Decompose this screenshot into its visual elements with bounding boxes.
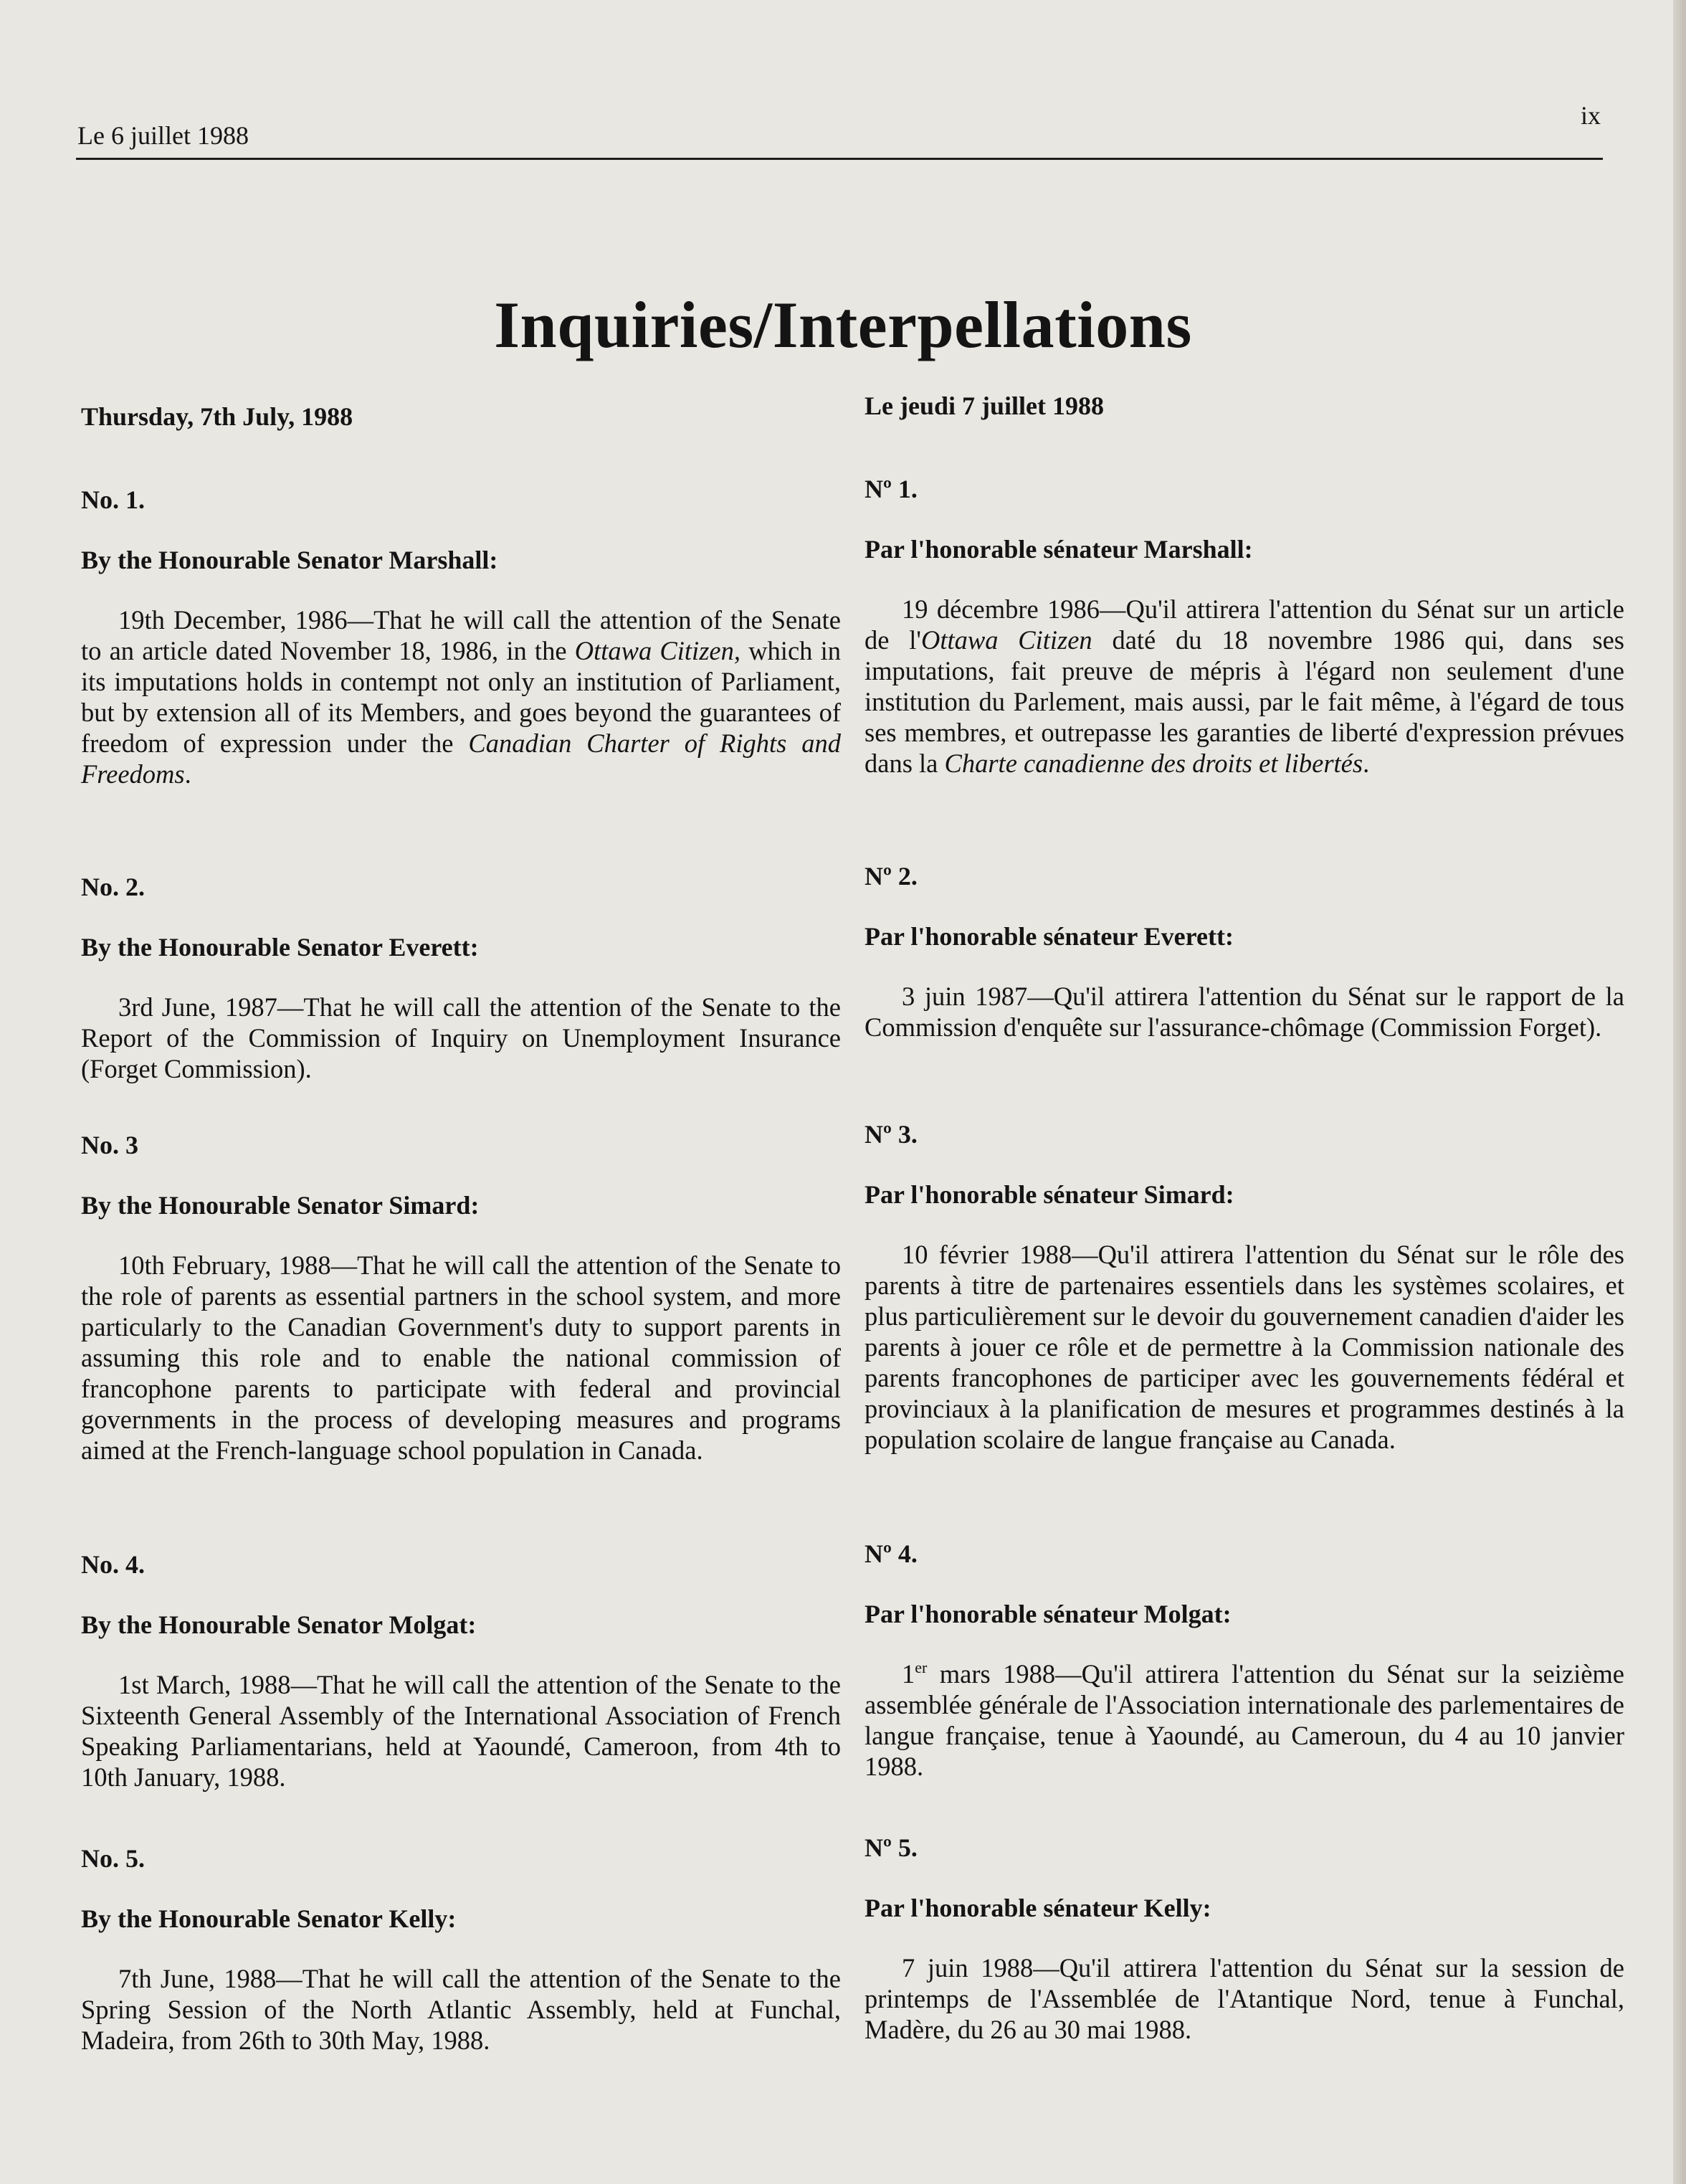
french-column bbox=[865, 391, 1624, 2044]
inquiry-item bbox=[81, 1843, 841, 2056]
inquiry-senator: By the Honourable Senator Simard: bbox=[81, 1191, 480, 1220]
inquiry-number: Nº 1. bbox=[865, 475, 918, 503]
inquiry-text: 1er mars 1988—Qu'il attirera l'attention du Sénat sur la seizième assemblée générale de l'Association internationale des parlementaires de langue française, tenue à Yaoundé, au Cameroun, du 4 au 10 janvier 1988. bbox=[865, 1658, 1624, 1781]
inquiry-senator: Par l'honorable sénateur Marshall: bbox=[865, 535, 1253, 564]
inquiry-senator: Par l'honorable sénateur Kelly: bbox=[865, 1894, 1211, 1922]
inquiry-number: No. 4. bbox=[81, 1550, 145, 1579]
inquiry-text: 7 juin 1988—Qu'il attirera l'attention du Sénat sur la session de printemps de l'Assemblée de l'Atantique Nord, tenue à Funchal, Madère, du 26 au 30 mai 1988. bbox=[865, 1953, 1624, 2044]
inquiry-item bbox=[81, 1129, 841, 1466]
inquiry-number: No. 1. bbox=[81, 485, 145, 514]
page-title: Inquiries/Interpellations bbox=[494, 288, 1192, 361]
inquiry-number: Nº 5. bbox=[865, 1833, 918, 1862]
inquiry-senator: By the Honourable Senator Marshall: bbox=[81, 546, 498, 574]
sitting-date: Thursday, 7th July, 1988 bbox=[81, 402, 353, 431]
inquiry-senator: Par l'honorable sénateur Simard: bbox=[865, 1180, 1234, 1209]
inquiry-text: 1st March, 1988—That he will call the attention of the Senate to the Sixteenth General Assembly of the International Association of French Speaking Parliamentarians, held at Yaoundé, Cameroon, from 4th to 10th January, 1988. bbox=[81, 1670, 841, 1792]
inquiry-senator: By the Honourable Senator Everett: bbox=[81, 933, 479, 962]
inquiry-text: 19th December, 1986—That he will call the attention of the Senate to an article dated November 18, 1986, in the Ottawa Citizen, which in its imputations holds in contempt not only an institution of Parliament, but by extension all of its Members, and goes beyond the guarantees of freedom of expression under the Canadian Charter of Rights and Freedoms. bbox=[81, 605, 841, 789]
inquiry-item bbox=[81, 1549, 841, 1793]
running-head: Le 6 juillet 1988 bbox=[77, 121, 249, 150]
inquiry-number: Nº 2. bbox=[865, 862, 918, 891]
inquiry-text: 19 décembre 1986—Qu'il attirera l'attention du Sénat sur un article de l'Ottawa Citizen daté du 18 novembre 1986 qui, dans ses imputations, fait preuve de mépris à l'égard non seulement d'une institution du Parlement, mais aussi, par le fait même, à l'égard de tous ses membres, et outrepasse les garanties de liberté d'expression prévues dans la Charte canadienne des droits et libertés. bbox=[865, 594, 1624, 778]
inquiry-item bbox=[865, 860, 1624, 1043]
inquiry-senator: Par l'honorable sénateur Molgat: bbox=[865, 1600, 1232, 1628]
english-column bbox=[81, 402, 841, 2055]
sitting-date: Le jeudi 7 juillet 1988 bbox=[865, 391, 1104, 420]
inquiry-number: Nº 4. bbox=[865, 1539, 918, 1568]
inquiry-item bbox=[81, 484, 841, 789]
inquiry-senator: By the Honourable Senator Molgat: bbox=[81, 1610, 477, 1639]
inquiry-text: 3 juin 1987—Qu'il attirera l'attention du Sénat sur le rapport de la Commission d'enquête sur l'assurance-chômage (Commission Forget). bbox=[865, 982, 1624, 1042]
inquiry-item bbox=[865, 1832, 1624, 2045]
inquiry-item bbox=[865, 1538, 1624, 1782]
inquiry-number: No. 5. bbox=[81, 1844, 145, 1873]
inquiry-text: 10 février 1988—Qu'il attirera l'attention du Sénat sur le rôle des parents à titre de partenaires essentiels dans les systèmes scolaires, et plus particulièrement sur le devoir du gouvernement canadien d'aider les parents à jouer ce rôle et de permettre à la Commission nationale des parents francophones de participer avec les gouvernements fédéral et provinciaux à la planification de mesures et programmes destinés à la population scolaire de langue française au Canada. bbox=[865, 1240, 1624, 1454]
inquiry-senator: By the Honourable Senator Kelly: bbox=[81, 1904, 457, 1933]
inquiry-item bbox=[865, 473, 1624, 779]
inquiry-number: No. 3 bbox=[81, 1131, 138, 1159]
header-rule bbox=[76, 158, 1603, 160]
inquiry-item bbox=[81, 871, 841, 1084]
inquiry-text: 10th February, 1988—That he will call the attention of the Senate to the role of parents as essential partners in the school system, and more particularly to the Canadian Government's duty to support parents in assuming this role and to enable the national commission of francophone parents to participate with federal and provincial governments in the process of developing measures and programs aimed at the French-language school population in Canada. bbox=[81, 1250, 841, 1465]
page-number: ix bbox=[1581, 101, 1601, 130]
inquiry-senator: Par l'honorable sénateur Everett: bbox=[865, 922, 1234, 951]
inquiry-text: 3rd June, 1987—That he will call the attention of the Senate to the Report of the Commission of Inquiry on Unemployment Insurance (Forget Commission). bbox=[81, 992, 841, 1083]
inquiry-text: 7th June, 1988—That he will call the attention of the Senate to the Spring Session of the North Atlantic Assembly, held at Funchal, Madeira, from 26th to 30th May, 1988. bbox=[81, 1964, 841, 2055]
inquiry-number: No. 2. bbox=[81, 873, 145, 901]
inquiry-number: Nº 3. bbox=[865, 1120, 918, 1149]
inquiry-item bbox=[865, 1119, 1624, 1455]
